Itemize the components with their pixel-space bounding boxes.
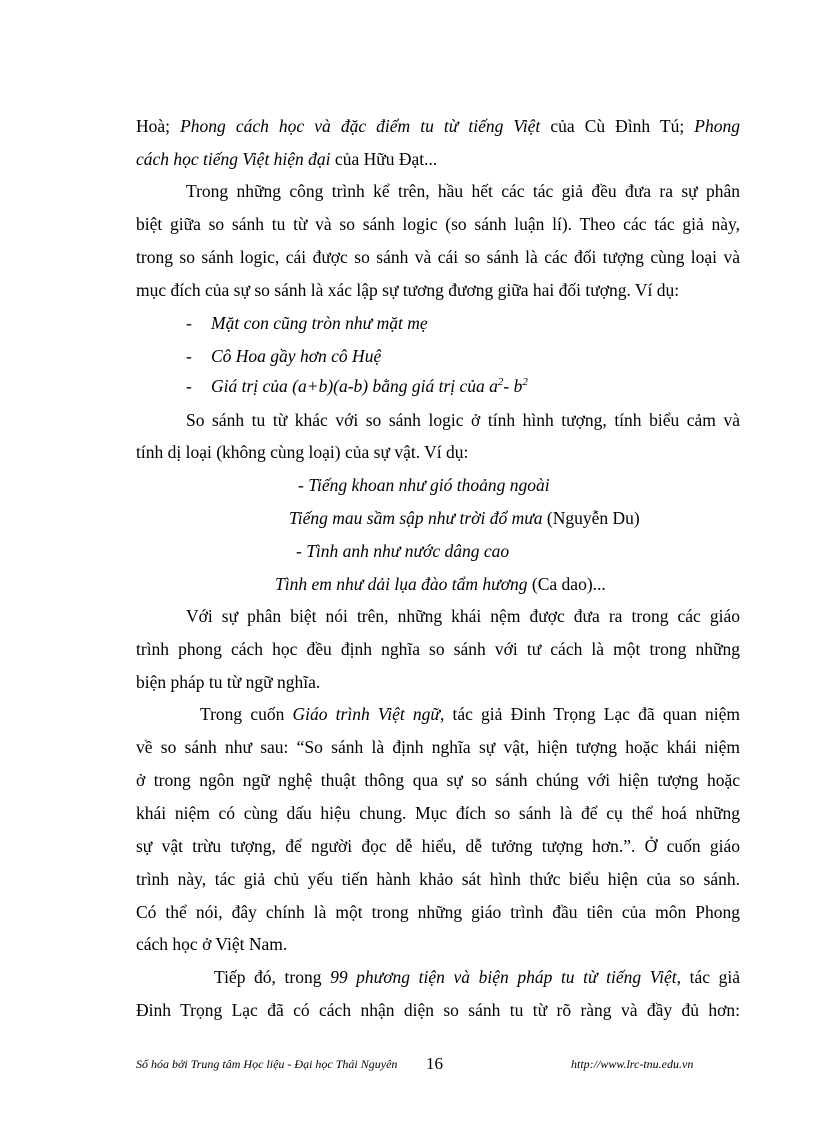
citation: (Ca dao)... <box>527 574 606 594</box>
list-item: Cô Hoa gầy hơn cô Huệ <box>211 346 382 366</box>
text-run: Trong cuốn <box>200 704 293 724</box>
list-bullet: - <box>186 376 192 396</box>
text-run: Tiếng mau sầm sập như trời đổ mưa <box>289 508 543 528</box>
book-title: Phong cách học và đặc điểm tu từ tiếng Việt <box>180 116 541 136</box>
superscript: 2 <box>522 376 528 389</box>
text-line: Có thể nói, đây chính là một trong những giáo trình đầu tiên của môn Phong <box>136 902 740 922</box>
list-item: Mặt con cũng tròn như mặt mẹ <box>211 313 428 333</box>
text-line: trình phong cách học đều định nghĩa so sánh với tư cách là một trong những <box>136 639 740 659</box>
text-run: Hoà; <box>136 116 181 136</box>
list-item <box>211 375 528 397</box>
text-line: về so sánh như sau: “So sánh là định nghĩa sự vật, hiện tượng hoặc khái niệm <box>136 737 740 757</box>
text-run: Giá trị của (a+b)(a-b) bằng giá trị của a <box>211 376 498 396</box>
text-line: tính dị loại (không cùng loại) của sự vật. Ví dụ: <box>136 442 469 462</box>
text-line: Đinh Trọng Lạc đã có cách nhận diện so sánh tu từ rõ ràng và đầy đủ hơn: <box>136 1000 740 1020</box>
text-run: - b <box>503 376 523 396</box>
text-line <box>136 115 740 137</box>
superscript: 2 <box>497 376 504 389</box>
poem-line: - Tiếng khoan như gió thoảng ngoài <box>298 475 550 495</box>
citation: (Nguyễn Du) <box>542 508 640 528</box>
text-run: của Hữu Đạt... <box>330 149 438 169</box>
book-title: Giáo trình Việt ngữ, <box>292 704 445 724</box>
poem-line <box>275 573 606 595</box>
text-line: trong so sánh logic, cái được so sánh và cái so sánh là các đối tượng cùng loại và <box>136 247 740 267</box>
list-bullet: - <box>186 313 192 333</box>
text-line: cách học ở Việt Nam. <box>136 934 288 954</box>
text-run: , tác giả <box>676 967 740 987</box>
text-run: Tình em như dải lụa đào tẩm hương <box>275 574 528 594</box>
text-line: sự vật trừu tượng, để người đọc dễ hiểu, dễ tưởng tượng hơn.”. Ở cuốn giáo <box>136 836 740 856</box>
footer-url[interactable]: http://www.lrc-tnu.edu.vn <box>571 1057 694 1071</box>
book-title: cách học tiếng Việt hiện đại <box>136 149 331 169</box>
text-run: tác giả Đinh Trọng Lạc đã quan niệm <box>444 704 740 724</box>
text-line: trình này, tác giả chủ yếu tiến hành khảo sát hình thức biểu hiện của so sánh. <box>136 869 740 889</box>
text-line: biện pháp tu từ ngữ nghĩa. <box>136 672 321 692</box>
text-line <box>214 966 740 988</box>
text-run: Tiếp đó, trong <box>214 967 331 987</box>
text-line: mục đích của sự so sánh là xác lập sự tương đương giữa hai đối tượng. Ví dụ: <box>136 280 680 300</box>
poem-line <box>289 507 640 529</box>
text-line <box>136 148 740 170</box>
page-number: 16 <box>426 1054 443 1073</box>
book-title: 99 phương tiện và biện pháp tu từ tiếng Việt <box>330 967 677 987</box>
poem-line: - Tình anh như nước dâng cao <box>296 541 510 561</box>
text-line: So sánh tu từ khác với so sánh logic ở tính hình tượng, tính biểu cảm và <box>186 410 740 430</box>
text-line: ở trong ngôn ngữ nghệ thuật thông qua sự so sánh chúng với hiện tượng hoặc <box>136 770 740 790</box>
footer-source: Số hóa bởi Trung tâm Học liệu - Đại học Thái Nguyên <box>136 1057 398 1071</box>
text-run: của Cù Đình Tú; <box>540 116 695 136</box>
book-title: Phong <box>694 116 740 136</box>
text-line: khái niệm có cùng dấu hiệu chung. Mục đích so sánh là để cụ thể hoá những <box>136 803 740 823</box>
text-line: Với sự phân biệt nói trên, những khái nệm được đưa ra trong các giáo <box>186 606 740 626</box>
text-line <box>200 703 740 725</box>
text-line: Trong những công trình kể trên, hầu hết các tác giả đều đưa ra sự phân <box>186 181 740 201</box>
text-line: biệt giữa so sánh tu từ và so sánh logic (so sánh luận lí). Theo các tác giả này, <box>136 214 740 234</box>
list-bullet: - <box>186 346 192 366</box>
